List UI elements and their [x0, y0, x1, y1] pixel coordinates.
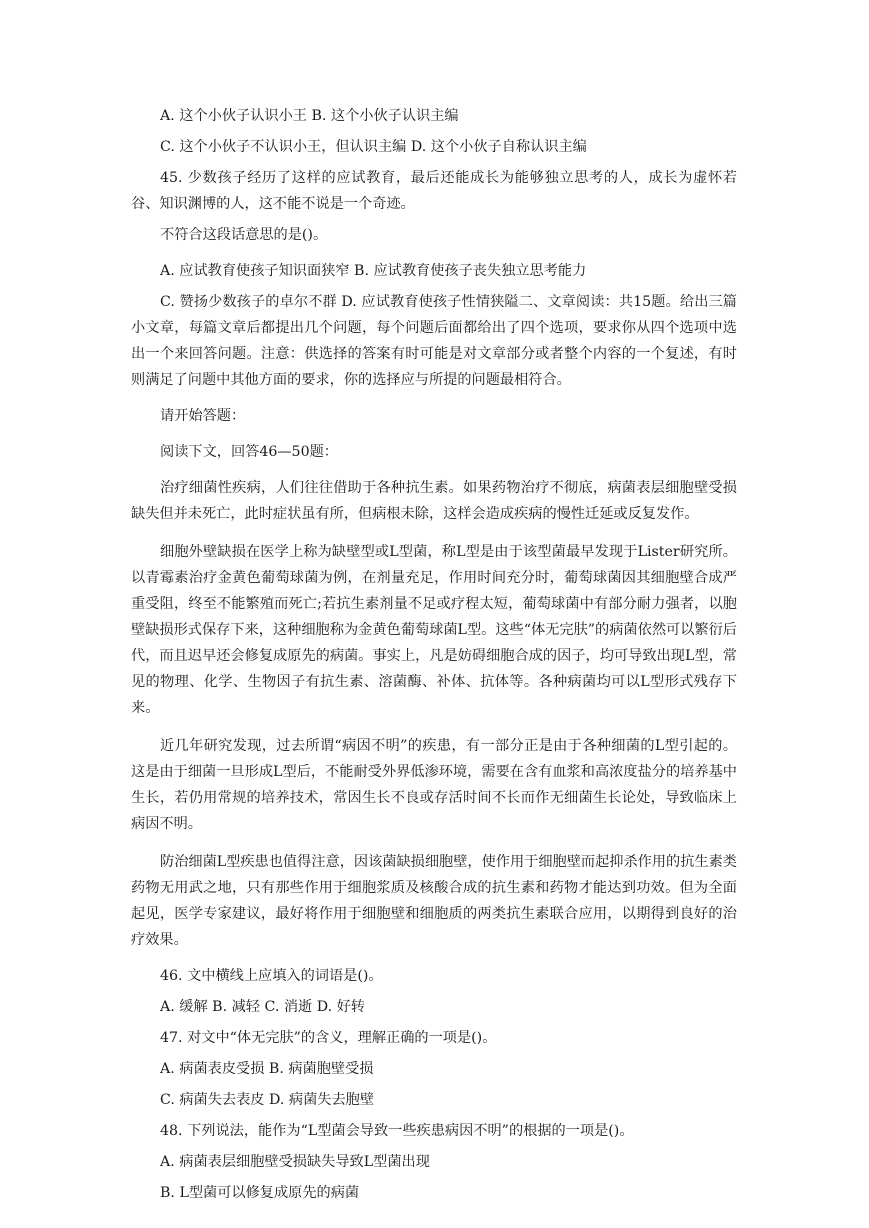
- options-47-cd: C. 病菌失去表皮 D. 病菌失去胞壁: [160, 1092, 375, 1108]
- option-48-a: A. 病菌表层细胞壁受损缺失导致L型菌出现: [160, 1154, 430, 1170]
- options-47-ab: A. 病菌表皮受损 B. 病菌胞壁受损: [160, 1061, 374, 1077]
- start-prompt: 请开始答题：: [160, 408, 246, 424]
- passage-paragraph-2: 细胞外壁缺损在医学上称为缺壁型或L型菌，称L型是由于该型菌最早发现于Lister研究所。以青霉素治疗金黄色葡萄球菌为例，在剂量充足，作用时间充分时，葡萄球菌因其细胞壁合成严重受阻，终至不能繁殖而死亡;若抗生素剂量不足或疗程太短，葡萄球菌中有部分耐力强者，以胞壁缺损形式保存下来，这种细胞称为金黄色葡萄球菌L型。这些“体无完肤”的病菌依然可以繁衍后代，而且迟早还会修复成原先的病菌。事实上，凡是妨碍细胞合成的因子，均可导致出现L型，常见的物理、化学、生物因子有抗生素、溶菌酶、补体、抗体等。各种病菌均可以L型形式残存下来。: [131, 544, 737, 716]
- document-page: [131, 103, 737, 1211]
- option-line-44-ab: A. 这个小伙子认识小王 B. 这个小伙子认识主编: [160, 108, 459, 124]
- option-line-44-cd: C. 这个小伙子不认识小王，但认识主编 D. 这个小伙子自称认识主编: [160, 139, 587, 155]
- question-45: 45. 少数孩子经历了这样的应试教育，最后还能成长为能够独立思考的人，成长为虚怀若谷、知识渊博的人，这不能不说是一个奇迹。: [131, 170, 737, 212]
- passage-paragraph-3: 近几年研究发现，过去所谓“病因不明”的疾患，有一部分正是由于各种细菌的L型引起的。这是由于细菌一旦形成L型后，不能耐受外界低渗环境，需要在含有血浆和高浓度盐分的培养基中生长，若仍用常规的培养技术，常因生长不良或存活时间不长而作无细菌生长论处，导致临床上病因不明。: [131, 738, 737, 832]
- question-48: 48. 下列说法，能作为“L型菌会导致一些疾患病因不明”的根据的一项是()。: [160, 1123, 634, 1139]
- question-45-prompt: 不符合这段话意思的是()。: [160, 227, 328, 243]
- question-46: 46. 文中横线上应填入的词语是()。: [160, 968, 383, 984]
- passage-paragraph-1: 治疗细菌性疾病，人们往往借助于各种抗生素。如果药物治疗不彻底，病菌表层细胞壁受损缺失但并未死亡，此时症状虽有所，但病根未除，这样会造成疾病的慢性迁延或反复发作。: [131, 480, 737, 522]
- section-instructions: C. 赞扬少数孩子的卓尔不群 D. 应试教育使孩子性情狭隘二、文章阅读：共15题。给出三篇小文章，每篇文章后都提出几个问题，每个问题后面都给出了四个选项，要求你从四个选项中选出一个来回答问题。注意：供选择的答案有时可能是对文章部分或者整个内容的一个复述，有时则满足了问题中其他方面的要求，你的选择应与所提的问题最相符合。: [131, 294, 737, 388]
- option-48-b: B. L型菌可以修复成原先的病菌: [160, 1185, 360, 1201]
- option-line-45-ab: A. 应试教育使孩子知识面狭窄 B. 应试教育使孩子丧失独立思考能力: [160, 263, 587, 279]
- reading-instruction: 阅读下文，回答46—50题：: [160, 444, 338, 460]
- question-47: 47. 对文中“体无完肤”的含义，理解正确的一项是()。: [160, 1030, 497, 1046]
- options-46: A. 缓解 B. 减轻 C. 消逝 D. 好转: [160, 999, 365, 1015]
- passage-paragraph-4: 防治细菌L型疾患也值得注意，因该菌缺损细胞壁，使作用于细胞壁而起抑杀作用的抗生素类药物无用武之地，只有那些作用于细胞浆质及核酸合成的抗生素和药物才能达到功效。但为全面起见，医学专家建议，最好将作用于细胞壁和细胞质的两类抗生素联合应用，以期得到良好的治疗效果。: [131, 854, 737, 948]
